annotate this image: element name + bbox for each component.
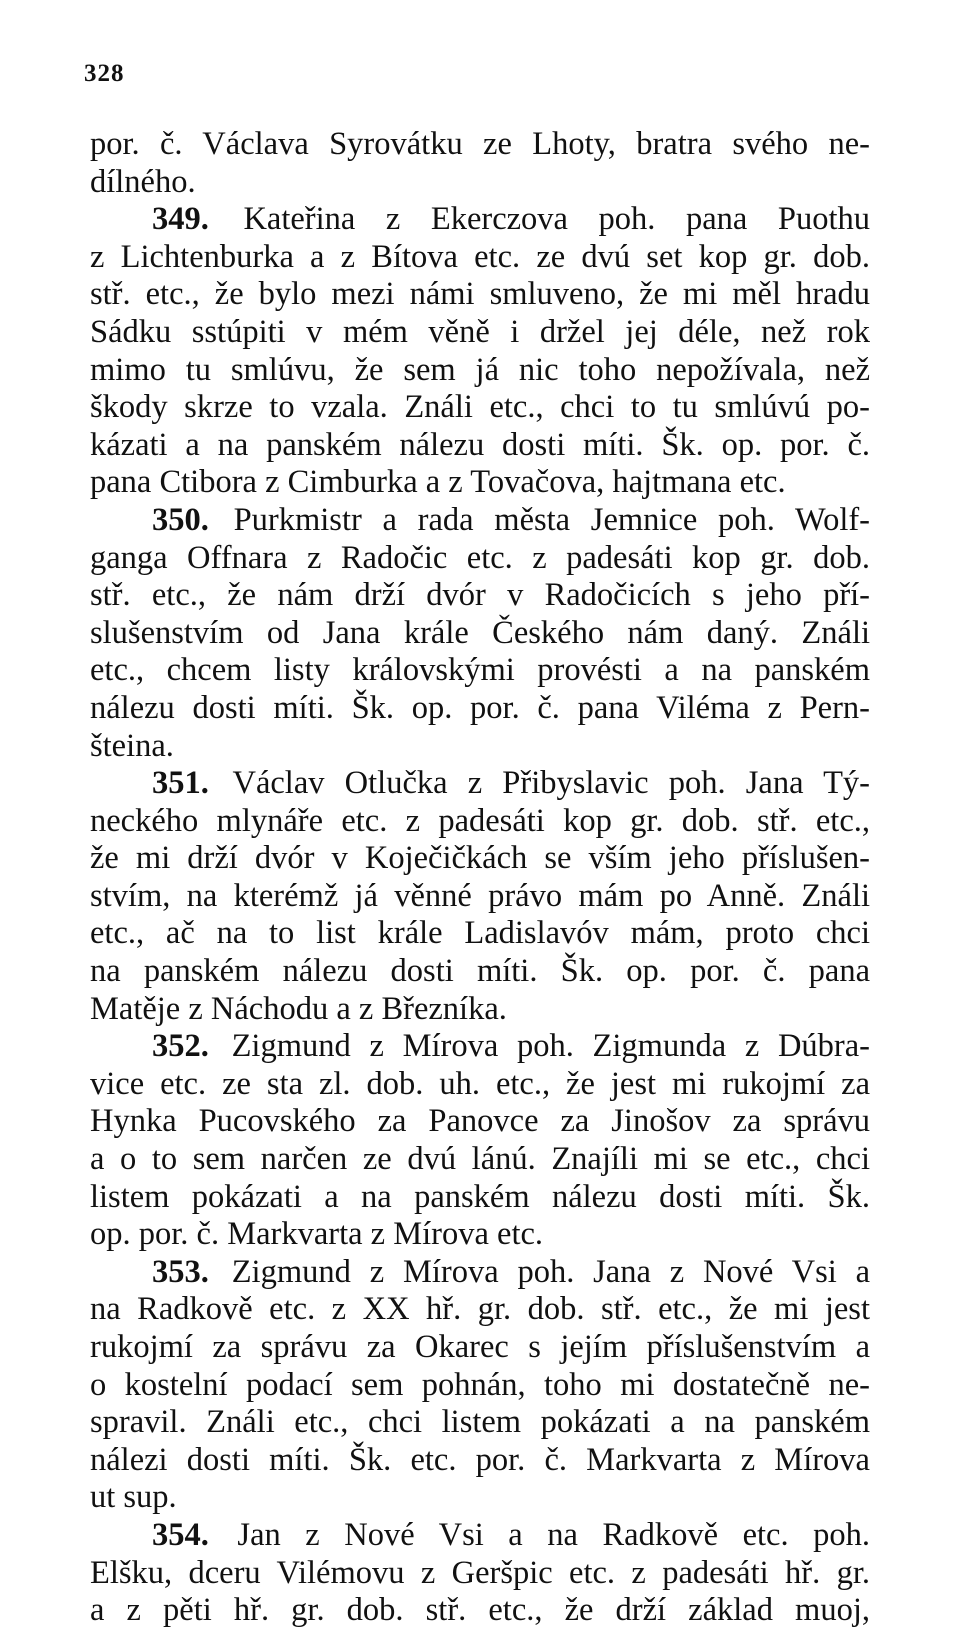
text-line: z Lichtenburka a z Bítova etc. ze dvú set kop gr. dob. [90, 238, 870, 275]
entry-353-first-line: 353. Zigmund z Mírova poh. Jana z Nové Vsi a [152, 1253, 870, 1290]
text-line: ganga Offnara z Radočic etc. z padesáti kop gr. dob. [90, 539, 870, 576]
text-line: a z pěti hř. gr. dob. stř. etc., že drží základ muoj, [90, 1592, 870, 1629]
text-line: a o to sem narčen ze dvú lánú. Znajíli mi se etc., chci [90, 1141, 870, 1178]
text-line: na Radkově etc. z XX hř. gr. dob. stř. etc., že mi jest [90, 1291, 870, 1328]
entry-number: 353. [152, 1253, 209, 1290]
text-line: šteina. [90, 727, 174, 764]
text-line: Hynka Pucovského za Panovce za Jinošov za správu [90, 1103, 870, 1140]
text-line: etc., ač na to list krále Ladislavóv mám, proto chci [90, 915, 870, 952]
text-line: stř. etc., že bylo mezi námi smluveno, že mi měl hradu [90, 276, 870, 313]
text-line: vice etc. ze sta zl. dob. uh. etc., že jest mi rukojmí za [90, 1065, 870, 1102]
text-line: na panském nálezu dosti míti. Šk. op. por. č. pana [90, 953, 870, 990]
text-line: spravil. Ználi etc., chci listem pokázati a na panském [90, 1404, 870, 1441]
text-line: stř. etc., že nám drží dvór v Radočicích s jeho pří- [90, 577, 870, 614]
text-line: nálezu dosti míti. Šk. op. por. č. pana Viléma z Pern- [90, 689, 870, 726]
text-line: dílného. [90, 163, 196, 200]
text-line: mimo tu smlúvu, že sem já nic toho nepožívala, než [90, 351, 870, 388]
text-line: neckého mlynáře etc. z padesáti kop gr. dob. stř. etc., [90, 802, 870, 839]
text-line: rukojmí za správu za Okarec s jejím příslušenstvím a [90, 1329, 870, 1365]
entry-354-first-line: 354. Jan z Nové Vsi a na Radkově etc. poh. [152, 1516, 870, 1553]
text-line: pana Ctibora z Cimburka a z Tovačova, hajtmana etc. [90, 464, 786, 501]
body-text [90, 126, 870, 1630]
page-number: 328 [84, 60, 125, 87]
text-line: kázati a na panském nálezu dosti míti. Šk. op. por. č. [90, 426, 870, 463]
entry-number: 351. [152, 765, 209, 802]
text-line: Elšku, dceru Vilémovu z Geršpic etc. z padesáti hř. gr. [90, 1554, 870, 1591]
entry-number: 349. [152, 201, 209, 238]
text-line: Matěje z Náchodu a z Březníka. [90, 990, 507, 1027]
text-line: škody skrze to vzala. Ználi etc., chci to tu smlúvú po- [90, 389, 870, 426]
entry-number: 354. [152, 1516, 209, 1553]
text-line: nálezi dosti míti. Šk. etc. por. č. Markvarta z Mírova [90, 1441, 870, 1478]
entry-350-first-line: 350. Purkmistr a rada města Jemnice poh. Wolf- [152, 501, 870, 538]
text-line: etc., chcem listy královskými provésti a na panském [90, 652, 870, 689]
entry-number: 350. [152, 501, 209, 538]
entry-number: 352. [152, 1028, 209, 1065]
text-line: listem pokázati a na panském nálezu dosti míti. Šk. [90, 1178, 870, 1215]
text-line: o kostelní podací sem pohnán, toho mi dostatečně ne- [90, 1366, 870, 1403]
text-line: ut sup. [90, 1479, 177, 1516]
entry-349-first-line: 349. Kateřina z Ekerczova poh. pana Puothu [152, 201, 870, 238]
entry-352-first-line: 352. Zigmund z Mírova poh. Zigmunda z Dúbra- [152, 1028, 870, 1065]
text-line: stvím, na kterémž já věnné právo mám po Anně. Ználi [90, 877, 870, 914]
entry-351-first-line: 351. Václav Otlučka z Přibyslavic poh. Jana Tý- [152, 765, 870, 802]
text-line: slušenstvím od Jana krále Českého nám daný. Ználi [90, 614, 870, 651]
text-line: op. por. č. Markvarta z Mírova etc. [90, 1216, 544, 1253]
text-line: por. č. Václava Syrovátku ze Lhoty, bratra svého ne- [90, 126, 870, 162]
text-line: Sádku sstúpiti v mém věně i držel jej déle, než rok [90, 313, 870, 350]
text-line: že mi drží dvór v Koječičkách se vším jeho příslušen- [90, 840, 870, 877]
